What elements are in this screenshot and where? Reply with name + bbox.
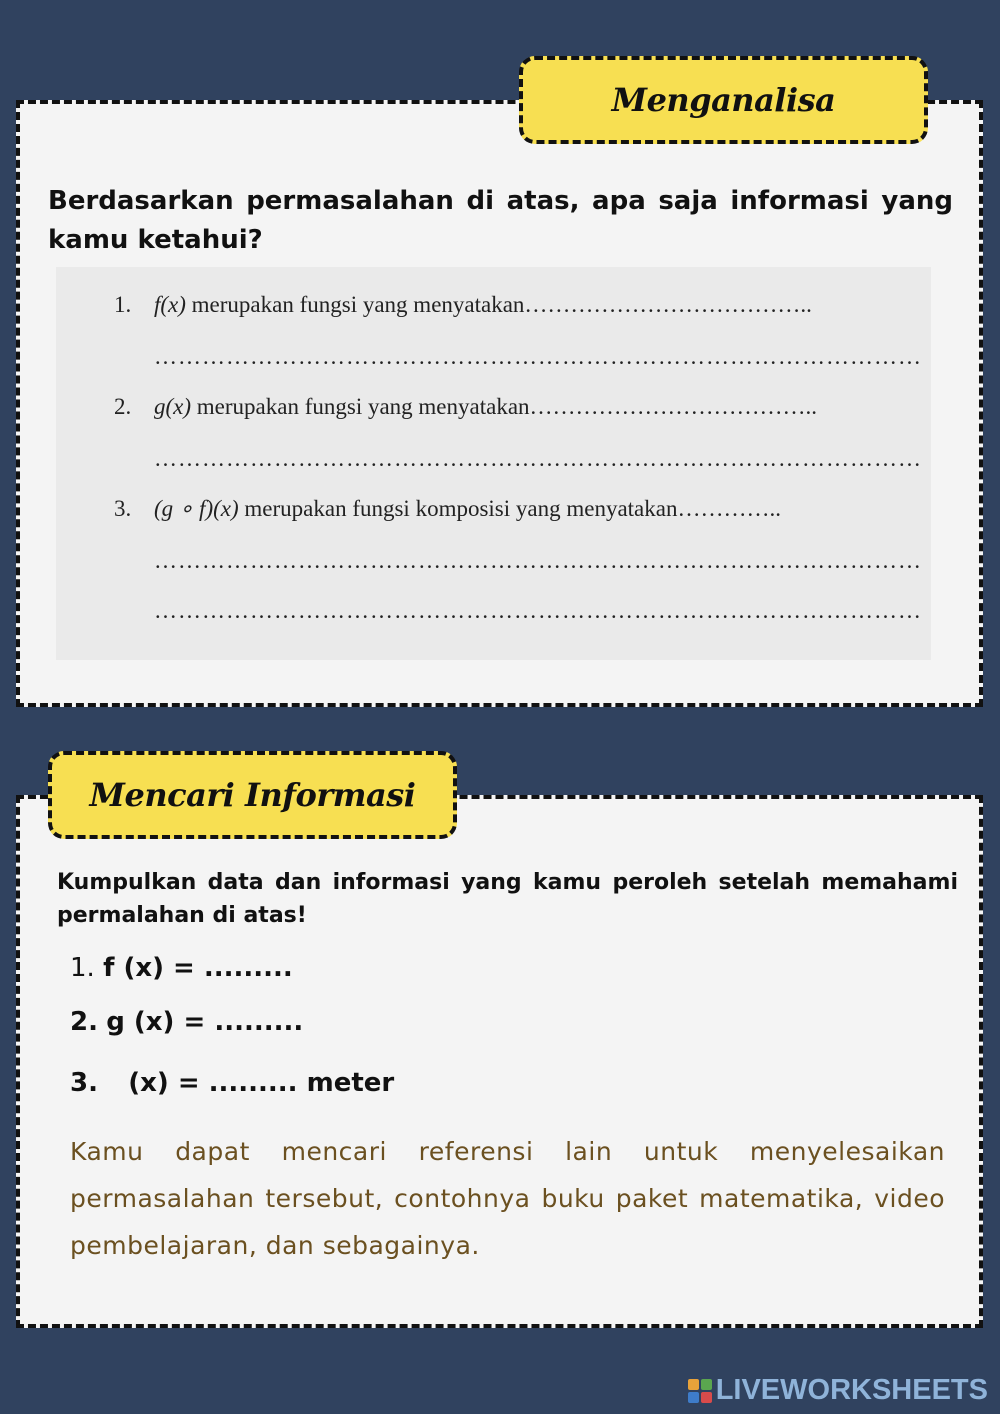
blank-dots: ……………………………………………………………………………………: [154, 598, 922, 623]
item-number: 2.: [70, 1007, 98, 1037]
blank-dots: ……………………………………………………………………………………: [154, 446, 922, 471]
brand-name: LIVEWORKSHEETS: [715, 1374, 988, 1406]
item-text: merupakan fungsi yang menyatakan………………………………..: [191, 394, 818, 419]
item-text: merupakan fungsi komposisi yang menyatakan…………..: [238, 496, 781, 521]
answer-item-1: [56, 289, 931, 321]
liveworksheets-logo[interactable]: [688, 1374, 988, 1407]
reference-note: Kamu dapat mencari referensi lain untuk menyelesaikan permasalahan tersebut, contohnya buku paket matematika, video pembelajaran, dan sebagainya.: [70, 1137, 945, 1260]
info-item-1[interactable]: [70, 953, 293, 983]
math-expression: f(x): [154, 292, 186, 317]
menganalisa-title: Menganalisa: [519, 56, 928, 144]
answer-box: [56, 267, 931, 660]
mencari-informasi-title: Mencari Informasi: [48, 751, 457, 839]
answer-blank-1[interactable]: [56, 341, 931, 373]
item-text: (x) = ......... meter: [128, 1068, 395, 1098]
answer-blank-3a[interactable]: [56, 545, 931, 577]
blank-dots: ……………………………………………………………………………………: [154, 344, 922, 369]
math-expression: (g ∘ f)(x): [154, 496, 239, 521]
answer-blank-2[interactable]: [56, 443, 931, 475]
answer-item-2: [56, 391, 931, 423]
menganalisa-question: Berdasarkan permasalahan di atas, apa saja informasi yang kamu ketahui?: [48, 186, 953, 255]
item-number: 3.: [70, 1068, 98, 1098]
item-number: 1.: [70, 953, 95, 983]
item-text: merupakan fungsi yang menyatakan………………………………..: [185, 292, 812, 317]
answer-item-3: [56, 493, 931, 525]
liveworksheets-icon: [688, 1379, 712, 1403]
math-expression: g(x): [154, 394, 192, 419]
info-item-3[interactable]: [70, 1068, 394, 1098]
item-number: 1.: [114, 292, 132, 317]
instruction-text: Kumpulkan data dan informasi yang kamu peroleh setelah memahami permalahan di atas!: [57, 870, 958, 928]
blank-dots: ……………………………………………………………………………………: [154, 548, 922, 573]
item-text: f (x) = .........: [103, 953, 293, 983]
item-number: 3.: [114, 496, 132, 521]
answer-blank-3b[interactable]: [56, 595, 931, 627]
item-number: 2.: [114, 394, 132, 419]
info-item-2[interactable]: [70, 1007, 303, 1037]
item-text: g (x) = .........: [106, 1007, 304, 1037]
